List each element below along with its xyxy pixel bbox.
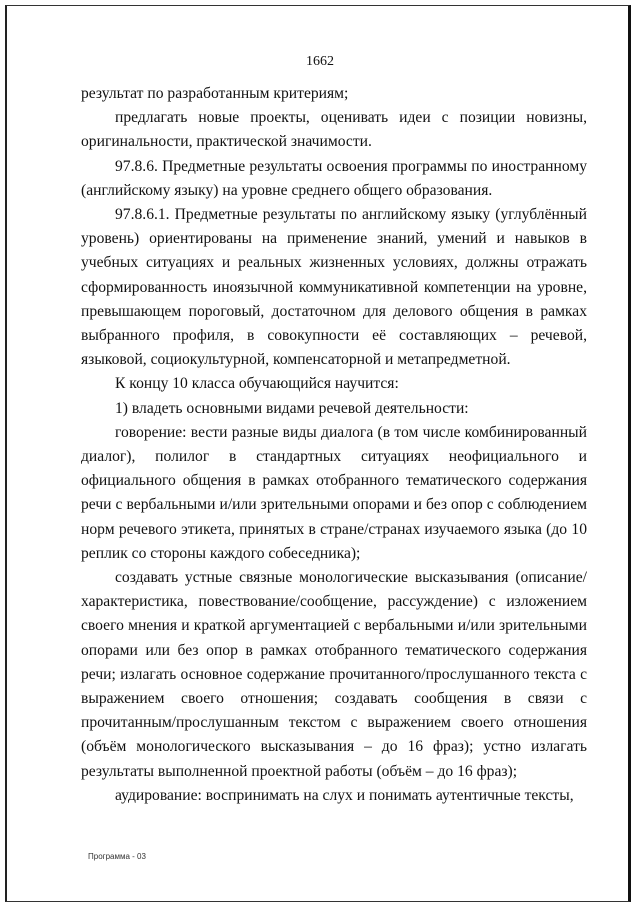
page-number: 1662 <box>306 54 334 69</box>
paragraph-3: 97.8.6.1. Предметные результаты по английскому языку (углублённый уровень) ориентированы на применение знаний, умений и навыков в учебных ситуациях и реальных жизненных условиях, должны отражать сформированность иноязычной коммуникативной компетенции на уровне, превышающем пороговый, достаточном для делового общения в рамках выбранного профиля, в совокупности её составляющих – речевой, языковой, социокультурной, компенсаторной и метапредметной. <box>81 206 587 369</box>
paragraph-8: аудирование: воспринимать на слух и понимать аутентичные тексты, <box>115 786 574 804</box>
paragraph-6: говорение: вести разные виды диалога (в том числе комбинированный диалог), полилог в стандартных ситуациях неофициального и официального общения в рамках отобранного тематического содержания речи с вербальными и/или зрительными опорами и без опор с соблюдением норм речевого этикета, принятых в стране/странах изучаемого языка (до 10 реплик со стороны каждого собеседника); <box>81 423 587 562</box>
paragraph-7: создавать устные связные монологические высказывания (описание/характеристика, повествование/сообщение, рассуждение) с изложением своего мнения и краткой аргументацией с вербальными и/или зрительными опорами или без опор в рамках отобранного тематического содержания речи; излагать основное содержание прочитанного/прослушанного текста с выражением своего отношения; создавать сообщения в связи с прочитанным/прослушанным текстом с выражением своего отношения (объём монологического высказывания – до 16 фраз); устно излагать результаты выполненной проектной работы (объём – до 16 фраз); <box>81 569 587 780</box>
paragraph-0: результат по разработанным критериям; <box>81 85 349 102</box>
document-body <box>81 82 587 808</box>
paragraph-2: 97.8.6. Предметные результаты освоения программы по иностранному (английскому языку) на уровне среднего общего образования. <box>81 157 587 199</box>
paragraph-5: 1) владеть основными видами речевой деятельности: <box>115 399 469 417</box>
footer-label: Программа - 03 <box>88 852 146 861</box>
paragraph-1: предлагать новые проекты, оценивать идеи с позиции новизны, оригинальности, практической значимости. <box>81 109 587 151</box>
paragraph-4: К концу 10 класса обучающийся научится: <box>115 375 399 393</box>
